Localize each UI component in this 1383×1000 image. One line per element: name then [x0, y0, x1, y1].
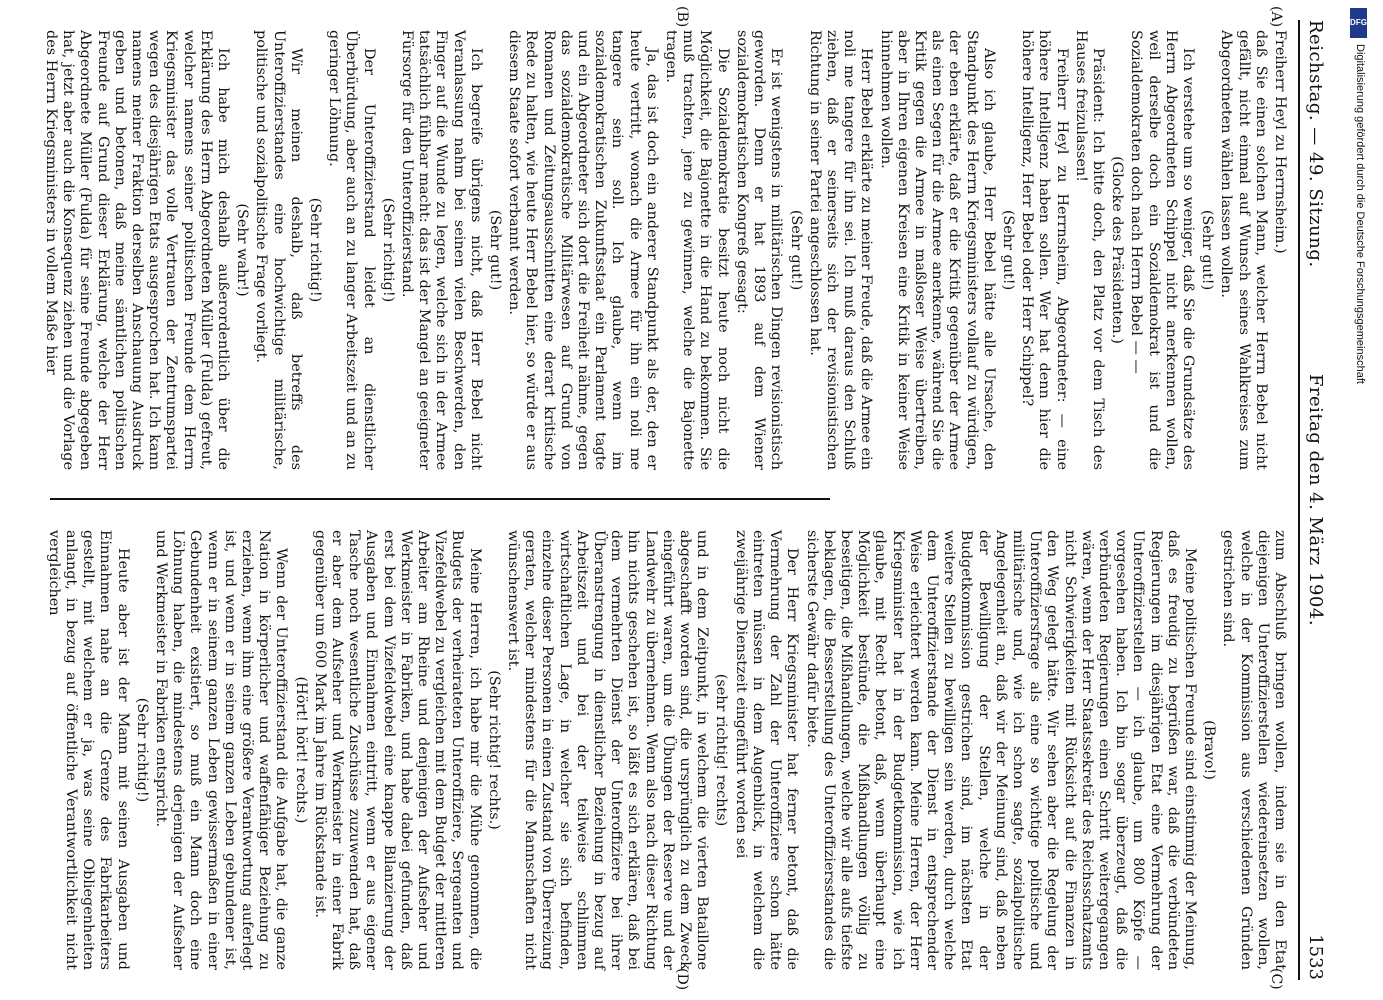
- paragraph: Freiherr Heyl zu Herrnsheim.): [1272, 30, 1288, 254]
- right-column: [43, 530, 1288, 970]
- paragraph: Heute aber ist der Mann mit seinen Ausgaben und Einnahmen nahe an die Grenze des Fabrikarbeiters gestellt, mit welchem er ja, was seine Obliegenheiten anlangt, in bezug auf öffentliche Verantwortlichkeit nicht vergleichen: [45, 530, 131, 970]
- paragraph: Herr Bebel erklärte zu meiner Freude, daß die Armee ein noli me tangere für ihn sei. Ich muß daraus den Schluß ziehen, daß er seinerseits sich der revisionistischen Richtung in seiner Partei angeschlossen hat.: [806, 30, 875, 470]
- left-column: [40, 30, 1288, 470]
- paragraph: Ich verstehe um so weniger, daß Sie die Grundsätze des Herrn Abgeordneten Schippel nicht anerkennen wollen, weil derselbe doch ein Sozialdemokrat ist und die Sozialdemokraten doch nach Herrn Bebel — —: [1128, 30, 1196, 470]
- interjection: (Sehr richtig!): [133, 697, 150, 803]
- interjection: (Hört! hört! rechts.): [292, 676, 309, 824]
- paragraph: Ja, das ist doch ein anderer Standpunkt als der, den er heute vertritt, wonach die Armee für ihn ein noli me tangere sein soll. Ich glaube, wenn im sozialdemokratischen Zukunftsstaat ein Parlament tagte und ein Abgeordneter sich dort die Freiheit nähme, gegen das sozialdemokratische Militärwesen auf Grund von Romanen und Zeitungsausschnitten eine derart kritische Rede zu halten, wie heute Herr Bebel hier, so würde er aus diesem Staate sofort verbannt werden.: [506, 30, 660, 470]
- header-page-number: 1533: [1305, 934, 1326, 980]
- paragraph: Ich begreife übrigens nicht, daß Herr Bebel nicht Veranlassung nahm bei seinen vielen Beschwerden, den Finger auf die Wunde zu legen, welche sich in der Armee tatsächlich fühlbar macht: das ist der Mangel an geeigneter Fürsorge für den Unteroffizierstand.: [399, 30, 484, 470]
- margin-letter-a: (A): [1268, 6, 1284, 28]
- interjection: (sehr richtig! rechts): [713, 673, 730, 827]
- paragraph: Er ist wenigstens in militärischen Dingen revisionistisch geworden. Denn er hat 1893 auf dem Wiener sozialdemokratischen Kongreß gesagt:: [733, 30, 785, 470]
- interjection: (Sehr gut!): [999, 209, 1016, 291]
- interjection: (Sehr richtig!): [379, 197, 396, 303]
- interjection: (Sehr gut!): [787, 209, 804, 291]
- margin-letter-b: (B): [674, 6, 690, 28]
- digitization-credit: Digitalisierung gefördert durch die Deutsche Forschungsgemeinschaft: [1354, 44, 1366, 384]
- paragraph: Präsident: Ich bitte doch, den Platz vor dem Tisch des Hauses freizulassen!: [1072, 30, 1106, 470]
- interjection: (Glocke des Präsidenten.): [1109, 156, 1126, 344]
- paragraph: und in dem Zeitpunkt, in welchem die vierten Bataillone abgeschafft worden sind, die ursprünglich zu dem Zweck eingeführt waren, um die Übungen der Reserve und der Landwehr zu übernehmen. Wenn also nach dieser Richtung hin nichts geschehen ist, so läßt es sich erklären, daß bei dem vermehrten Dienst der Unteroffiziere bei ihrer Überanstrengung in dienstlicher Beziehung in bezug auf Arbeitszeit und bei der teilweise schlimmen wirtschaftlichen Lage, in welcher sie sich befinden, einzelne dieser Personen in einen Zustand von Überreizung geraten, welcher mindestens für die Mannschaften nicht wünschenswert ist.: [505, 530, 711, 970]
- header-rule: [1299, 20, 1301, 980]
- paragraph: Der Unteroffizierstand leidet an dienstlicher Überbürdung, aber auch an zu langer Arbeitszeit und an zu geringer Löhnung.: [326, 30, 377, 470]
- paragraph: daß Sie einen solchen Mann, welcher Herrn Bebel nicht gefällt, nicht einmal auf Wunsch seines Wahlkreises zum Abgeordneten wählen lassen wollen.: [1218, 30, 1269, 470]
- quotation: Die Sozialdemokratie besitzt heute noch nicht die Möglichkeit, die Bajonette in die Hand zu bekommen. Sie muß trachten, jene zu gewinnen, welche die Bajonette tragen.: [663, 30, 731, 470]
- paragraph: Wenn der Unteroffizierstand die Aufgabe hat, die ganze Nation in körperlicher und waffenfähiger Beziehung zu erziehen, wenn ihm eine größere Verantwortung auferlegt ist, und wenn er in seinem ganzen Leben gebundener ist, wenn er in seinem ganzen Leben gewissermaßen in einer Gebundenheit existiert, so muß ein Mann doch eine Löhnung haben, die mindestens derjenigen der Aufseher und Werkmeister in Fabriken entspricht.: [153, 530, 290, 970]
- digitization-stamp: [1348, 4, 1370, 704]
- column-divider: [50, 498, 830, 500]
- header-session: Reichstag. — 49. Sitzung.: [1305, 20, 1326, 268]
- paragraph: zum Abschluß bringen wollen, indem sie in den Etat diejenigen Unteroffizierstellen wiedereinsetzen wollen, welche in der Kommission aus verschiedenen Gründen gestrichen sind.: [1220, 530, 1288, 970]
- margin-letter-d: (D): [674, 968, 690, 991]
- interjection: (Sehr richtig! rechts.): [485, 670, 502, 830]
- interjection: (Bravo!): [1201, 720, 1218, 780]
- dfg-logo-icon: DFG: [1350, 8, 1367, 38]
- interjection: (Sehr wahr!): [234, 203, 251, 297]
- paragraph: Freiherr Heyl zu Herrnsheim, Abgeordneter: — eine höhere Intelligenz haben sollen. Wer hat denn hier die höhere Intelligenz, Herr Bebel oder Herr Schippel?: [1019, 30, 1070, 470]
- newspaper-page: [42, 6, 1330, 991]
- paragraph: Wir meinen deshalb, daß betreffs des Unteroffizierstandes eine hochwichtige militärische, politische und sozialpolitische Frage vorliegt.: [253, 30, 304, 470]
- paragraph: Der Herr Kriegsminister hat ferner betont, daß die Vermehrung der Zahl der Unteroffiziere schon hätte eintreten müssen in dem Augenblick, in welchem die zweijährige Dienstzeit eingeführt worden sei: [732, 530, 801, 970]
- header-date: Freitag den 4. März 1904.: [1305, 373, 1326, 627]
- paragraph: Ich habe mich deshalb außerordentlich über die Erklärung des Herrn Abgeordneten Müller (Fulda) gefreut, welcher namens seiner politischen Freunde dem Herrn Kriegsminister das volle Vertrauen der Zentrumspartei wegen des diesjährigen Etats ausgesprochen hat. Ich kann namens meiner Fraktion derselben Anschauung Ausdruck geben und betonen, daß meine sämtlichen politischen Freunde auf Grund dieser Erklärung, welche der Herr Abgeordnete Müller (Fulda) für seine Freunde abgegeben hat, jetzt aber auch die Konsequenz ziehen und die Vorlage des Herrn Kriegsministers in vollem Maße hier: [42, 30, 232, 470]
- paragraph: Meine politischen Freunde sind einstimmig der Meinung, daß es freudig zu begrüßen war, daß die verbündeten Regierungen im diesjährigen Etat eine Vermehrung der Unteroffizierstellen — ich glaube, um 800 Köpfe — vorgesehen haben. Ich bin sogar überzeugt, daß die verbündeten Regierungen einen Schritt weitergegangen wären, wenn der Herr Staatssekretär des Reichsschatzamts nicht Schwierigkeiten mit Rücksicht auf die Finanzen in den Weg gelegt hätte. Wir sehen aber die Regelung der Unteroffiziersfrage als eine so wichtige politische und militärische und, wie ich schon sagte, sozialpolitische Angelegenheit an, daß wir der Meinung sind, daß neben der Bewilligung der Stellen, welche in der Budgetkommission gestrichen sind, im nächsten Etat weitere Stellen zu bewilligen sein werden, durch welche dem Unteroffizierstande der Dienst in entsprechender Weise erleichtert werden kann. Meine Herren, der Herr Kriegsminister hat in der Budgetkommission, wie ich glaube, mit Recht betont, daß, wenn überhaupt eine Möglichkeit bestünde, die Mißhandlungen völlig zu beseitigen, die Mißhandlungen, welche wir alle aufs tiefste beklagen, die Besserstellung des Unteroffiziersstandes die sicherste Gewähr dafür biete.: [803, 530, 1198, 970]
- paragraph: Also ich glaube, Herr Bebel hätte alle Ursache, den Standpunkt des Herrn Kriegsministers vollauf zu würdigen, der eben erklärte, daß er die Kritik gegenüber der Armee als einen Segen für die Armee anerkenne, während Sie die Kritik gegen die Armee in maßloser Weise übertreiben, aber in Ihren eigenen Kreisen eine Kritik in keiner Weise hinnehmen wollen.: [877, 30, 997, 470]
- interjection: (Sehr gut!): [487, 209, 504, 291]
- interjection: (Sehr richtig!): [307, 197, 324, 303]
- interjection: (Sehr gut!): [1199, 209, 1216, 291]
- margin-letter-c: (C): [1268, 968, 1284, 990]
- page-header: [1298, 20, 1330, 980]
- paragraph: Meine Herren, ich habe mir die Mühe genommen, die Budgets der verheirateten Unteroffiziere, Sergeanten und Vizefeldwebel zu vergleichen mit dem Budget der mittleren Arbeiter am Rheine und denjenigen der Aufseher und Werkmeister in Fabriken, und habe dabei gefunden, daß erst bei dem Vizefeldwebel eine knappe Bilanzierung der Ausgaben und Einnahmen eintritt, wenn er aus eigener Tasche noch wesentliche Zuschüsse zuzuwenden hat, daß er aber dem Aufseher und Werkmeister in einer Fabrik gegenüber um 600 Mark im Jahre im Rückstande ist.: [311, 530, 483, 970]
